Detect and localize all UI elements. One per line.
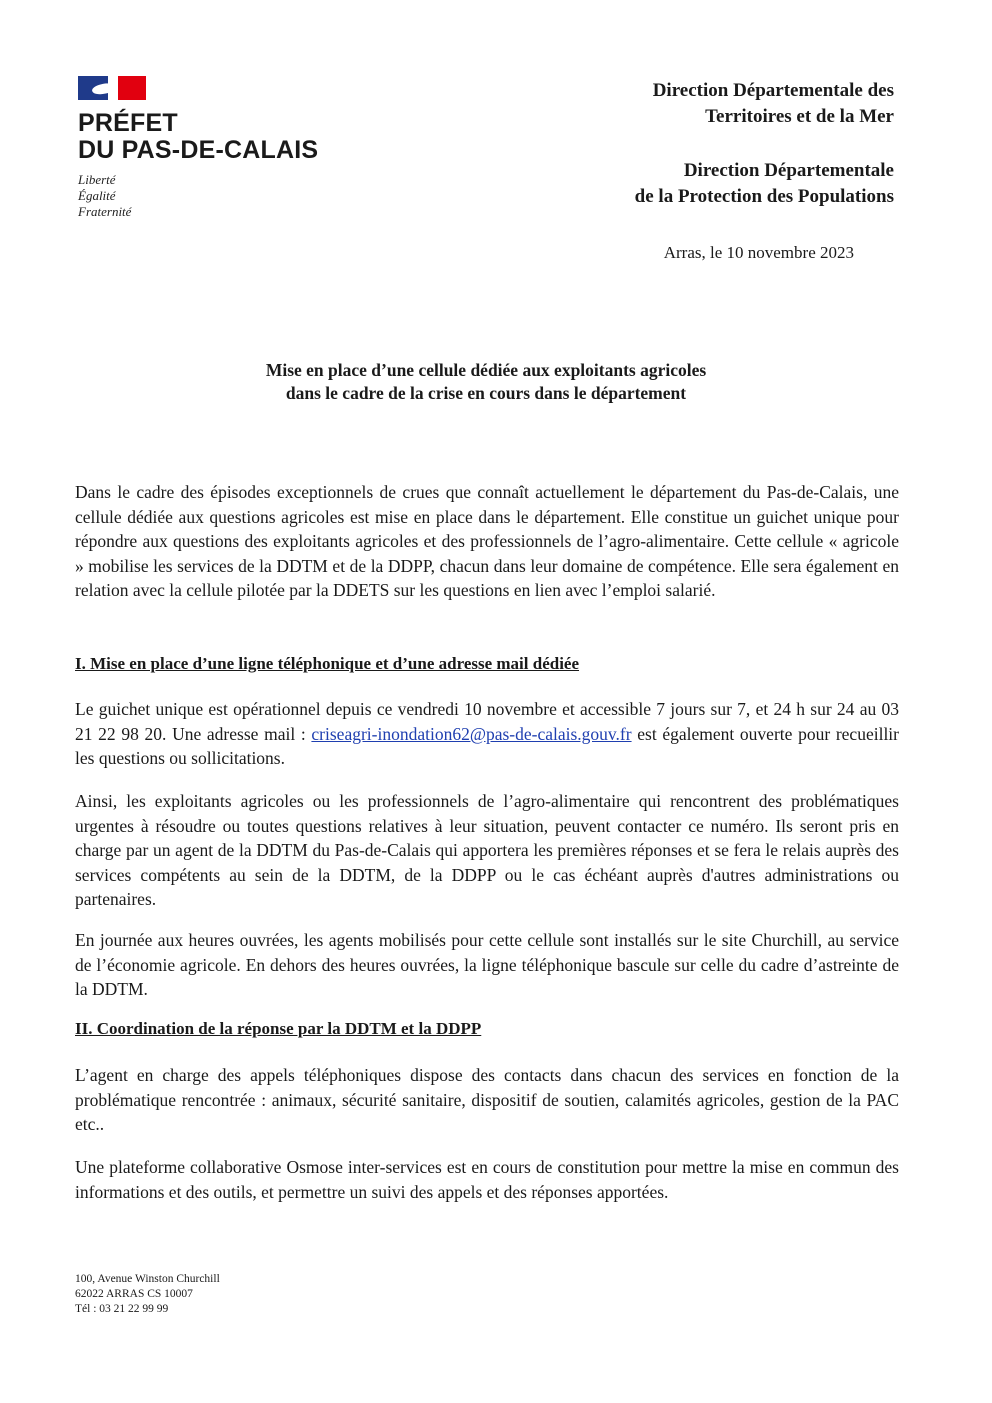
intro-text: Dans le cadre des épisodes exceptionnels de crues que connaît actuellement le département du Pas-de-Calais, une cellule dédiée aux questions agricoles est mise en place dans le département. Elle constitue un guichet unique pour répondre aux questions des exploitants agricoles et des professionnels de l’agro-alimentaire. Cette cellule « agricole » mobilise les services de la DDTM et de la DDPP, chacun dans leur domaine de compétence. Elle sera également en relation avec la cellule pilotée par la DDETS sur les questions en lien avec l’emploi salarié. (75, 482, 899, 600)
intro-paragraph (75, 480, 899, 603)
republic-motto (78, 172, 338, 220)
prefecture-logo (78, 76, 338, 220)
section2-heading: II. Coordination de la réponse par la DDTM et la DDPP (75, 1019, 482, 1038)
title-line1: Mise en place d’une cellule dédiée aux exploitants agricoles (265, 360, 707, 380)
motto-liberte: Liberté (78, 172, 116, 187)
direction-ddtm-line1: Direction Départementale des (652, 80, 894, 101)
title-line2: dans le cadre de la crise en cours dans le département (285, 383, 687, 403)
section1-p1-after: est également ouverte pour recueillir les questions ou sollicitations. (75, 723, 899, 768)
footer-phone: Tél : 03 21 22 99 99 (75, 1303, 169, 1315)
document-date: Arras, le 10 novembre 2023 (663, 243, 854, 262)
direction-ddpp (494, 158, 894, 210)
direction-ddtm-line2: Territoires et de la Mer (705, 106, 894, 127)
crisis-email-link[interactable]: criseagri-inondation62@pas-de-calais.gouv.fr (311, 723, 632, 744)
section1-p2-text: Ainsi, les exploitants agricoles ou les professionnels de l’agro-alimentaire qui rencontrent des problématiques urgentes à résoudre ou toutes questions relatives à leur situation, peuvent contacter ce numéro. Ils seront pris en charge par un agent de la DDTM du Pas-de-Calais qui apportera les premières réponses et se fera le relais auprès des services compétents au sein de la DDTM, de la DDPP ou le cas échéant auprès d'autres administrations ou partenaires. (75, 791, 899, 909)
section2-paragraph1 (75, 1063, 899, 1137)
section1-heading: I. Mise en place d’une ligne téléphonique et d’une adresse mail dédiée (75, 654, 580, 673)
direction-ddpp-line1: Direction Départementale (683, 160, 894, 181)
prefecture-name (78, 110, 338, 164)
section1-paragraph1 (75, 697, 899, 771)
document-title (80, 359, 892, 405)
motto-egalite: Égalité (78, 188, 116, 203)
footer-city: 62022 ARRAS CS 10007 (75, 1288, 193, 1300)
section2-p1-text: L’agent en charge des appels téléphoniques dispose des contacts dans chacun des services en fonction de la problématique rencontrée : animaux, sécurité sanitaire, dispositif de soutien, calamités agricoles, gestion de la PAC etc.. (75, 1065, 899, 1134)
footer-address (75, 1272, 220, 1317)
section1-p1-before: Le guichet unique est opérationnel depuis ce vendredi 10 novembre et accessible 7 jours sur 7, et 24 h sur 24 au 03 21 22 98 20. Une adresse mail : (75, 699, 899, 744)
footer-street: 100, Avenue Winston Churchill (75, 1273, 220, 1285)
section1-p3-text: En journée aux heures ouvrées, les agents mobilisés pour cette cellule sont installés sur le site Churchill, au service de l’économie agricole. En dehors des heures ouvrées, la ligne téléphonique bascule sur celle du cadre d’astreinte de la DDTM. (75, 930, 899, 999)
motto-fraternite: Fraternité (78, 204, 132, 219)
section2-p2-text: Une plateforme collaborative Osmose inter-services est en cours de constitution pour mettre la mise en commun des informations et des outils, et permettre un suivi des appels et des réponses apportées. (75, 1157, 899, 1202)
direction-ddtm (494, 78, 894, 130)
marianne-flag-icon (78, 76, 146, 100)
direction-ddpp-line2: de la Protection des Populations (634, 186, 894, 207)
prefecture-name-line2: DU PAS-DE-CALAIS (78, 136, 319, 164)
prefecture-name-line1: PRÉFET (78, 109, 178, 137)
issuing-directions (494, 78, 894, 210)
section1-paragraph2 (75, 789, 899, 912)
section2-paragraph2 (75, 1155, 899, 1204)
section1-paragraph3 (75, 928, 899, 1002)
